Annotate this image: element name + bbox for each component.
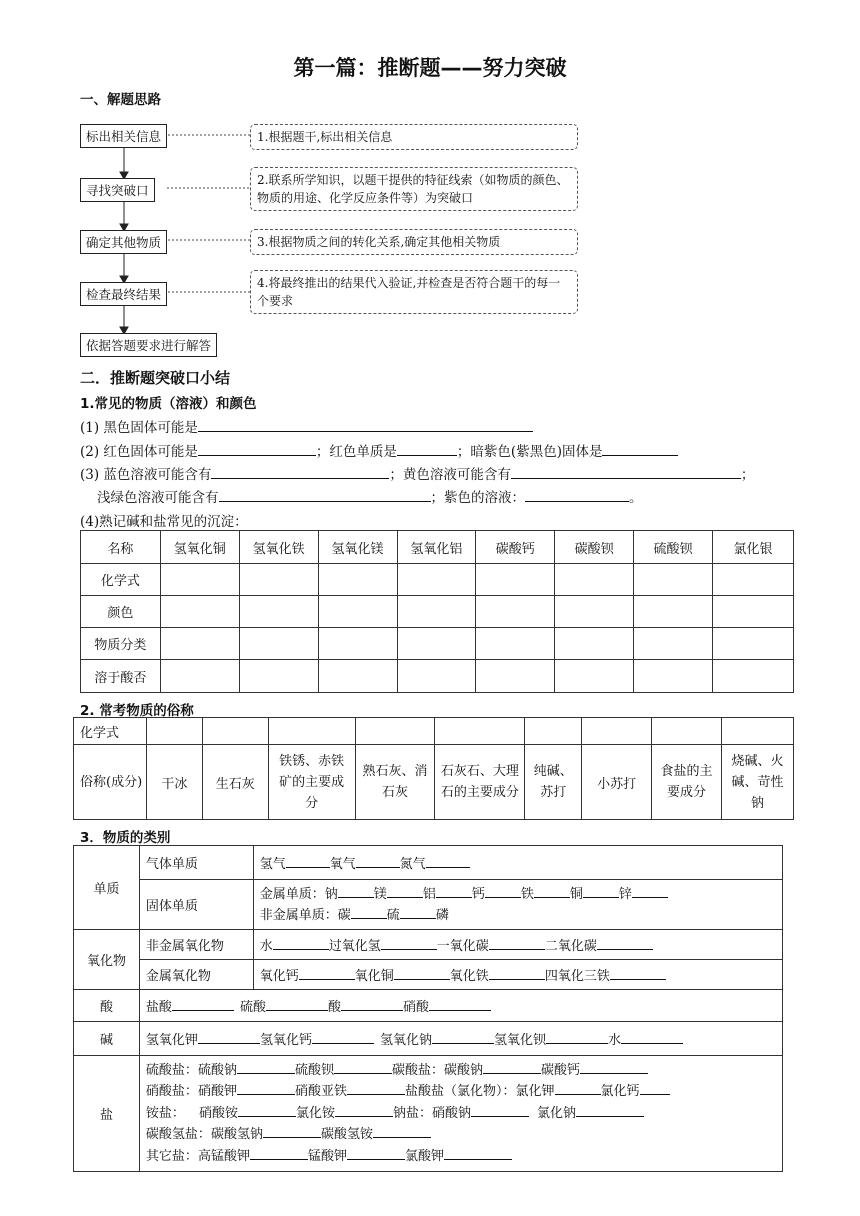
- category-label: 碱: [74, 1022, 140, 1056]
- table-header: 氯化银: [713, 531, 794, 564]
- answer-blank[interactable]: [198, 417, 533, 432]
- common-name: 纯碱、苏打: [525, 745, 582, 820]
- question-3-cont: 浅绿色溶液可能含有 ；紫色的溶液： 。: [97, 486, 643, 506]
- common-name: 食盐的主要成分: [652, 745, 722, 820]
- page-title: 第一篇：推断题——努力突破: [293, 56, 567, 80]
- table-row: [74, 718, 794, 745]
- classification-table: [73, 845, 783, 1172]
- answer-blank[interactable]: [219, 487, 431, 502]
- table-header: 名称: [81, 531, 161, 564]
- question-2: (2) 红色固体可能是 ；红色单质是 ；暗紫色(紫黑色)固体是: [80, 440, 678, 460]
- section2-heading: 二．推断题突破口小结: [80, 369, 231, 387]
- row-label: 溶于酸否: [81, 660, 161, 693]
- common-name: 烧碱、火碱、苛性钠: [721, 745, 793, 820]
- answer-blank[interactable]: [602, 441, 678, 456]
- nonmetal-oxides: 水 过氧化氢 一氧化碳 二氧化碳: [253, 930, 782, 960]
- category-label: 酸: [74, 990, 140, 1022]
- answer-blank[interactable]: [511, 464, 741, 479]
- precipitate-table: [80, 530, 794, 693]
- flow-step-1: 标出相关信息: [80, 124, 167, 148]
- flow-step-3: 确定其他物质: [80, 230, 167, 254]
- table-row: [81, 564, 794, 596]
- subcategory-label: 金属氧化物: [139, 960, 253, 990]
- subcategory-label: 气体单质: [139, 846, 253, 880]
- table-row: [74, 745, 794, 820]
- table-row: [74, 990, 783, 1022]
- table-header: 碳酸钡: [555, 531, 634, 564]
- row-label: 化学式: [74, 718, 147, 745]
- common-name: 生石灰: [202, 745, 268, 820]
- common-name: 石灰石、大理石的主要成分: [435, 745, 525, 820]
- table-row: [74, 1056, 783, 1172]
- solid-elements: 金属单质：钠 镁 铝 钙 铁 铜 锌 非金属单质：碳 硫 磷: [253, 880, 782, 930]
- table-row: [74, 960, 783, 990]
- answer-blank[interactable]: [211, 464, 389, 479]
- subcategory-label: 非金属氧化物: [139, 930, 253, 960]
- table-row: [74, 930, 783, 960]
- common-name: 铁锈、赤铁矿的主要成分: [268, 745, 355, 820]
- gas-elements: 氢气 氧气 氮气: [253, 846, 782, 880]
- bases: 氢氧化钾 氢氧化钙 氢氧化钠 氢氧化钡 水: [139, 1022, 782, 1056]
- section2b-heading: 2. 常考物质的俗称: [80, 703, 194, 719]
- table-row: [81, 660, 794, 693]
- category-label: 盐: [74, 1056, 140, 1172]
- table-row: [81, 596, 794, 628]
- flow-step-2: 寻找突破口: [80, 178, 155, 202]
- table-header: 氢氧化镁: [318, 531, 397, 564]
- common-name: 熟石灰、消石灰: [355, 745, 435, 820]
- section2-sub1: 1.常见的物质（溶液）和颜色: [80, 396, 257, 412]
- table-header: 硫酸钡: [634, 531, 713, 564]
- table-header: 碳酸钙: [476, 531, 555, 564]
- common-name: 小苏打: [582, 745, 652, 820]
- flow-note-4: 4.将最终推出的结果代入验证,并检查是否符合题干的每一个要求: [250, 270, 578, 314]
- section3-heading: 3．物质的类别: [80, 830, 171, 846]
- table-row: [81, 628, 794, 660]
- question-1: (1) 黑色固体可能是: [80, 416, 533, 436]
- answer-blank[interactable]: [198, 441, 316, 456]
- table-header: 氢氧化铝: [397, 531, 476, 564]
- answer-blank[interactable]: [397, 441, 457, 456]
- row-label: 物质分类: [81, 628, 161, 660]
- table-header: 氢氧化铁: [239, 531, 318, 564]
- acids: 盐酸 硫酸 酸 硝酸: [139, 990, 782, 1022]
- common-names-table: [73, 717, 794, 820]
- row-label: 化学式: [81, 564, 161, 596]
- row-label: 颜色: [81, 596, 161, 628]
- flow-step-5: 依据答题要求进行解答: [80, 333, 217, 357]
- subcategory-label: 固体单质: [139, 880, 253, 930]
- common-name: 干冰: [146, 745, 202, 820]
- table-header-row: [81, 531, 794, 564]
- flow-note-1: 1.根据题干,标出相关信息: [250, 124, 578, 150]
- table-row: [74, 846, 783, 880]
- answer-blank[interactable]: [525, 487, 629, 502]
- flow-note-2: 2.联系所学知识，以题干提供的特征线索（如物质的颜色、物质的用途、化学反应条件等）为突破口: [250, 167, 578, 211]
- question-4: (4)熟记碱和盐常见的沉淀：: [80, 514, 248, 530]
- metal-oxides: 氧化钙 氧化铜 氧化铁 四氧化三铁: [253, 960, 782, 990]
- category-label: 单质: [74, 846, 140, 930]
- category-label: 氧化物: [74, 930, 140, 990]
- salts: 硫酸盐：硫酸钠 硫酸钡 碳酸盐：碳酸钠 碳酸钙 硝酸盐：硝酸钾 硝酸亚铁 盐酸盐（氯化物）：氯化钾 氯化钙 铵盐： 硝酸铵 氯化铵 钠盐：硝酸钠 氯化钠 碳酸氢盐：碳酸氢钠 碳酸氢铵 其它盐：高锰酸钾 锰酸钾 氯酸钾: [139, 1056, 782, 1172]
- question-3: (3) 蓝色溶液可能含有 ；黄色溶液可能含有 ；: [80, 463, 754, 483]
- table-header: 氢氧化铜: [160, 531, 239, 564]
- table-row: [74, 880, 783, 930]
- flow-step-4: 检查最终结果: [80, 282, 167, 306]
- table-row: [74, 1022, 783, 1056]
- flow-note-3: 3.根据物质之间的转化关系,确定其他相关物质: [250, 229, 578, 255]
- row-label: 俗称(成分): [74, 745, 147, 820]
- section1-heading: 一、解题思路: [80, 92, 161, 108]
